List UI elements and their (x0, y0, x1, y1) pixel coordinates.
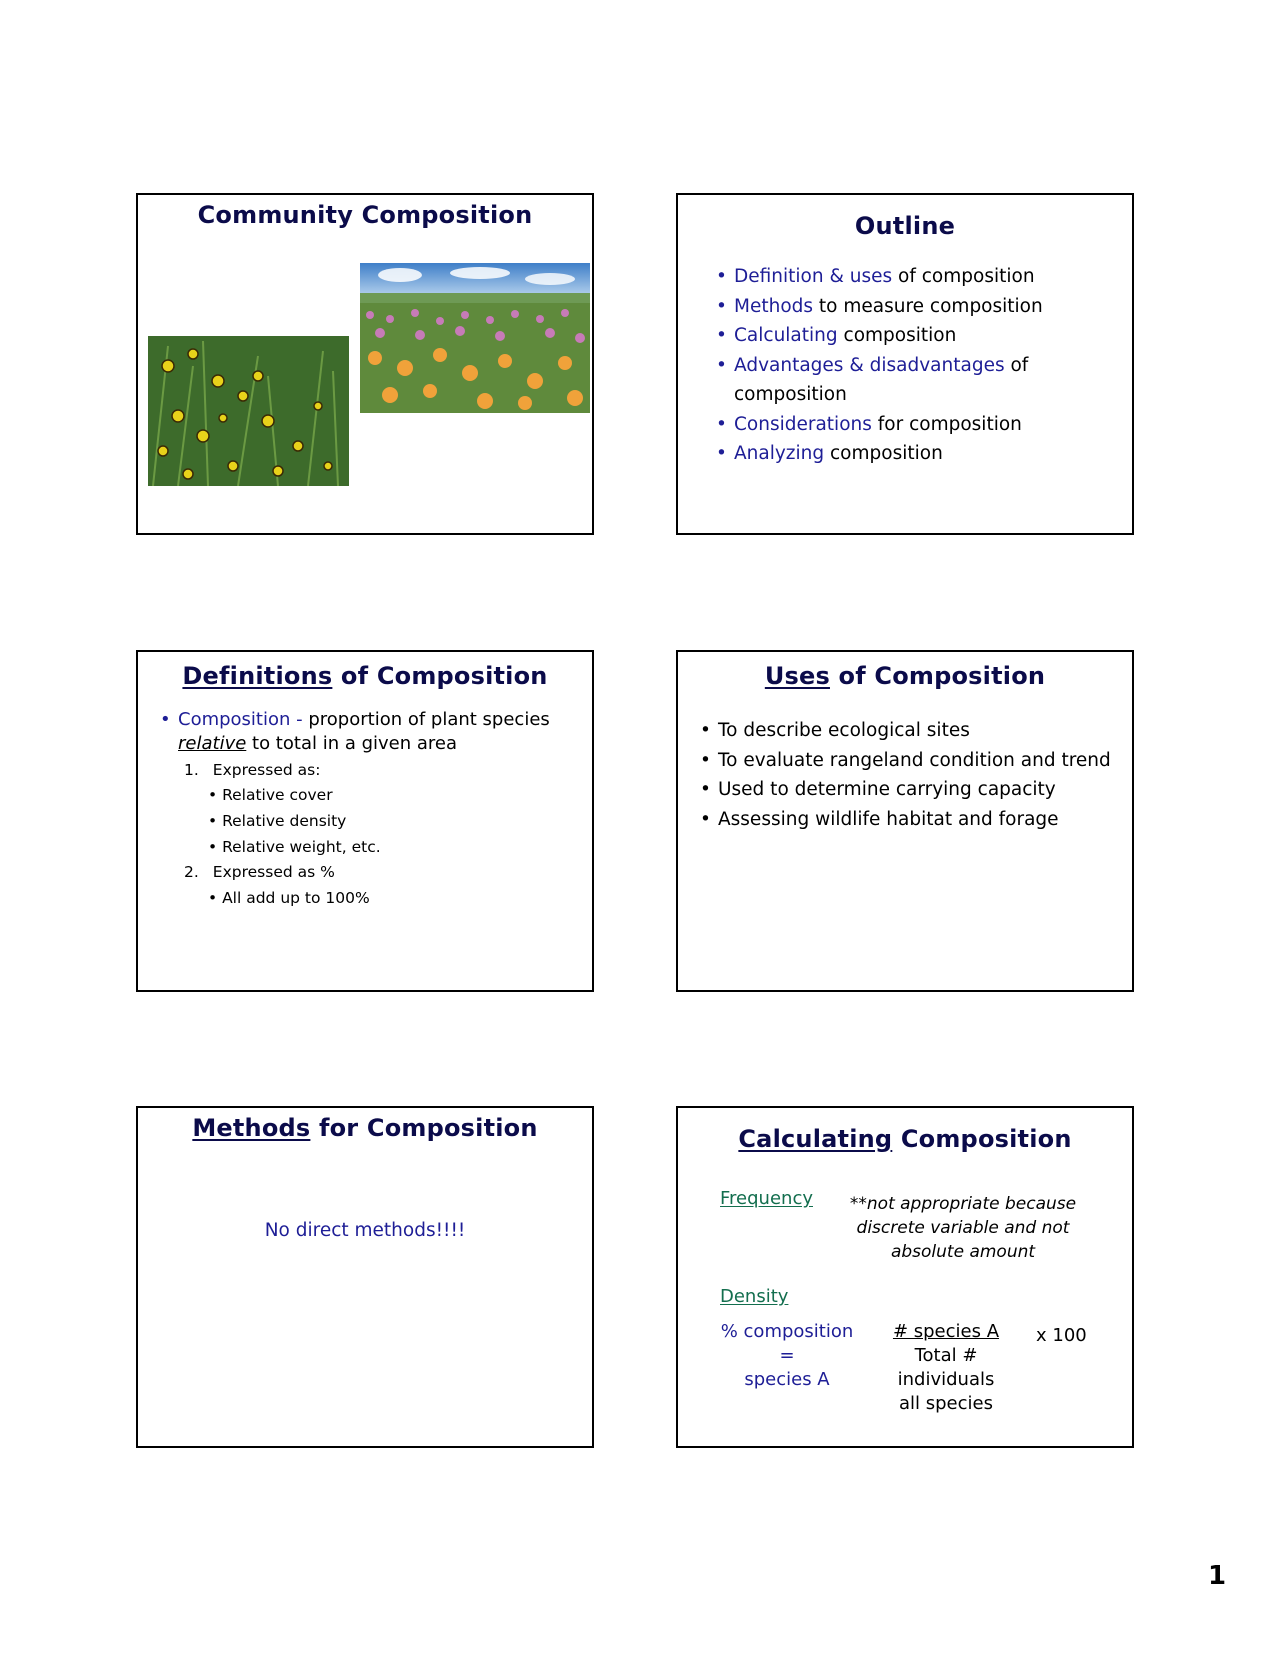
page-number: 1 (1208, 1561, 1227, 1591)
number: 1. (184, 761, 199, 779)
note-prefix: ** (849, 1194, 867, 1214)
sub-item: • Relative density (208, 812, 347, 830)
formula-left (712, 1320, 862, 1392)
list-item (716, 292, 1132, 322)
item-text: composition (824, 443, 943, 464)
slide-community-composition (136, 193, 594, 535)
prairie-wildflower-field-photo (360, 263, 590, 413)
slide-title: Outline (854, 212, 956, 240)
list-item: • Assessing wildlife habitat and forage (700, 805, 1111, 835)
slide-methods (136, 1106, 594, 1448)
note-line: discrete variable and not (856, 1218, 1070, 1238)
fraction-denominator: all species (899, 1393, 993, 1414)
slide-title (138, 1114, 592, 1142)
frequency-label: Frequency (720, 1188, 813, 1209)
slide-outline (676, 193, 1134, 535)
term: Composition - (178, 709, 309, 730)
title-rest: of Composition (829, 662, 1046, 690)
multiplier: x 100 (1036, 1325, 1087, 1346)
item-highlight: Calculating (734, 325, 838, 346)
fraction-denominator: Total # individuals (897, 1345, 995, 1390)
definition-line-2 (178, 732, 550, 756)
title-rest: of Composition (332, 662, 548, 690)
slide-calculating (676, 1106, 1134, 1448)
sub-item: • Relative cover (208, 786, 333, 804)
sub-item: • All add up to 100% (208, 889, 370, 907)
definition-text: proportion of plant species (308, 709, 550, 730)
numbered-item-1 (184, 761, 320, 779)
item-text: for composition (871, 413, 1022, 435)
title-underlined: Calculating (738, 1125, 893, 1153)
list-item (716, 262, 1132, 292)
formula-left-line: species A (744, 1369, 830, 1390)
list-item: • To evaluate rangeland condition and trend (700, 746, 1111, 776)
item-highlight: Definition & uses (734, 266, 893, 287)
list-item: • To describe ecological sites (700, 716, 1111, 746)
list-item (716, 351, 1132, 410)
item-highlight: Analyzing (734, 443, 825, 464)
slide-uses (676, 650, 1134, 992)
numbered-item-2 (184, 863, 335, 881)
list-item (716, 439, 1132, 469)
title-underlined: Methods (192, 1114, 311, 1142)
slide-title (138, 662, 592, 690)
item-text: of composition (892, 266, 1035, 287)
numbered-text: Expressed as % (212, 863, 335, 881)
sub-item: • Relative weight, etc. (208, 838, 381, 856)
title-rest: for Composition (310, 1114, 538, 1142)
list-item (716, 321, 1132, 351)
number: 2. (184, 863, 199, 881)
slide-title: Community Composition (197, 201, 533, 229)
note-line: absolute amount (890, 1242, 1036, 1262)
slide-definitions (136, 650, 594, 992)
frequency-note (844, 1192, 1082, 1264)
list-item (716, 410, 1132, 440)
definition-block (160, 708, 550, 756)
list-item: • Used to determine carrying capacity (700, 775, 1111, 805)
fraction-numerator: # species A (892, 1321, 1000, 1342)
slide-title (678, 662, 1132, 690)
fraction (866, 1320, 1026, 1416)
density-label: Density (720, 1286, 789, 1307)
item-highlight: Considerations (734, 413, 872, 435)
item-text: of composition (734, 354, 1029, 405)
numbered-text: Expressed as: (212, 761, 321, 779)
title-underlined: Definitions (182, 662, 333, 690)
uses-list (700, 716, 1111, 834)
body-text: No direct methods!!!! (264, 1220, 466, 1241)
slide-title (678, 1125, 1132, 1153)
title-rest: Composition (892, 1125, 1072, 1153)
definition-text-2: to total in a given area (246, 733, 457, 754)
yellow-flowers-in-grass-photo (148, 336, 349, 486)
outline-list (716, 262, 1132, 469)
item-highlight: Advantages & disadvantages (734, 354, 1005, 376)
title-underlined: Uses (764, 662, 830, 690)
formula-left-line: % composition = (720, 1321, 854, 1366)
relative-word: relative (178, 733, 247, 754)
item-text: to measure composition (813, 295, 1043, 317)
bullet: • (160, 709, 171, 730)
item-text: composition (837, 325, 957, 346)
definition-line-1 (178, 708, 550, 732)
item-highlight: Methods (734, 295, 814, 317)
note-line: not appropriate because (866, 1194, 1077, 1214)
